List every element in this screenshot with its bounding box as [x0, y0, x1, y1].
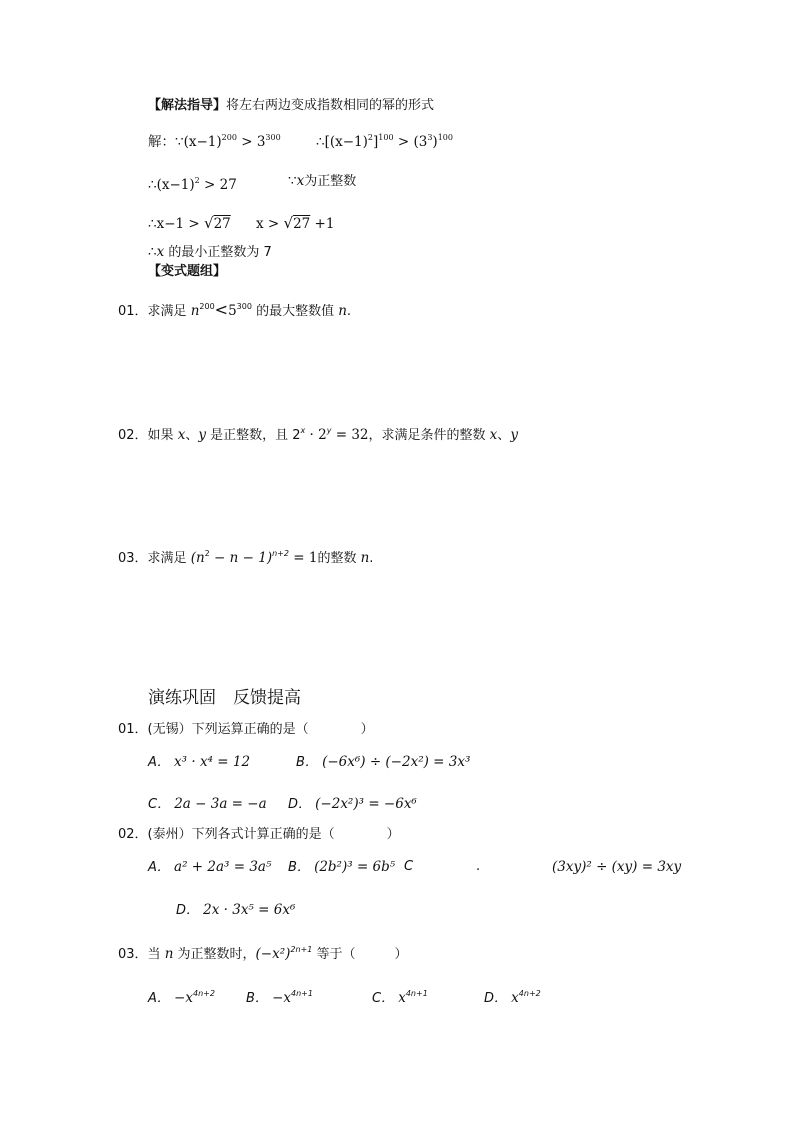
p2-b-label: B．: [288, 860, 310, 875]
q1-end: .: [346, 304, 352, 319]
eq2-left-exp1: 2: [367, 133, 374, 142]
p3-option-c: [372, 985, 428, 1008]
practice-question-3: [118, 941, 408, 964]
q2-exp2: y: [326, 426, 332, 435]
p3-exp: 2n+1: [290, 945, 313, 954]
q2-sep: 、: [185, 428, 199, 443]
q1-five: 5: [228, 303, 237, 319]
practice-question-1: [118, 721, 374, 739]
eq1-rel: > 3: [236, 134, 266, 150]
practice-question-2: [118, 826, 400, 844]
p3-c-label: C．: [372, 991, 395, 1006]
p2-b-text: (2b²)³ = 6b⁵: [314, 859, 396, 875]
p1-text: (无锡）下列运算正确的是（ ）: [147, 722, 374, 737]
eq4b-tail: +1: [310, 216, 335, 232]
p3-a-label: A．: [148, 991, 170, 1006]
p1-c-text: 2a − 3a = −a: [174, 796, 267, 812]
q3-var: n: [360, 550, 370, 566]
eq1-right-exp: 300: [265, 133, 281, 142]
p3-number: 03．: [118, 947, 148, 962]
eq2-right-exp2: 100: [437, 133, 453, 142]
p3-b-text: −x: [272, 990, 291, 1006]
variant-question-1: [118, 298, 351, 321]
therefore-symbol: ∴: [148, 244, 157, 260]
q3-base2: − n − 1): [209, 550, 273, 566]
p1-option-b: [296, 753, 470, 772]
eq2-left-close: ]: [373, 134, 379, 150]
q2-number: 02．: [118, 428, 148, 443]
p2-option-c-dot: .: [476, 859, 481, 874]
p2-a-label: A．: [148, 860, 170, 875]
solution-conclusion: [148, 243, 272, 262]
p3-option-a: [148, 985, 215, 1008]
p3-a-exp: 4n+2: [192, 989, 215, 998]
q2-y2: y: [510, 427, 518, 443]
p3-expr: (−x²): [255, 946, 291, 962]
q1-text-pre: 求满足: [147, 304, 191, 319]
p3-c-exp: 4n+1: [405, 989, 428, 998]
q2-exp1: x: [300, 426, 306, 435]
solution-line-2b: [288, 172, 356, 191]
variant-question-3: [118, 545, 373, 568]
therefore-symbol: ∴: [316, 134, 325, 150]
q3-text-post: 的整数: [317, 551, 361, 566]
solution-line-3: ∴x−1 > √27: [148, 214, 231, 232]
q3-base-exp: 2: [204, 549, 210, 558]
q3-base: (n: [190, 550, 205, 566]
q2-sep2: 、: [497, 428, 511, 443]
solution-line-1: [148, 129, 281, 151]
p3-option-d: [484, 985, 541, 1008]
q2-text-post: ，求满足条件的整数: [368, 428, 490, 443]
cond-var: x: [296, 173, 305, 189]
q3-end: .: [369, 551, 374, 566]
p2-d-text: 2x · 3x⁵ = 6x⁶: [203, 902, 296, 918]
p2-a-text: a² + 2a³ = 3a⁵: [174, 859, 272, 875]
p2-d-label: D．: [176, 903, 200, 918]
eq2-left-exp2: 100: [378, 133, 394, 142]
eq2-left: [(x−1): [324, 134, 368, 150]
solution-line-2: [148, 172, 237, 194]
p3-a-text: −x: [174, 990, 193, 1006]
eq1-left: (x−1): [183, 134, 222, 150]
p1-a-text: x³ · x⁴ = 12: [174, 754, 251, 770]
eq3-exp: 2: [194, 176, 200, 185]
guide-label: 【解法指导】: [148, 98, 227, 113]
p1-b-label: B．: [296, 755, 318, 770]
p2-option-a: [148, 858, 271, 877]
q2-dot: · 2: [305, 427, 327, 443]
p1-b-text: (−6x⁶) ÷ (−2x²) = 3x³: [322, 754, 471, 770]
p3-b-exp: 4n+1: [291, 989, 313, 998]
eq4b-sqrt: 27: [293, 216, 311, 232]
p3-d-text: x: [511, 990, 519, 1006]
because-symbol: ∵: [175, 134, 184, 150]
guide-text: 将左右两边变成指数相同的幂的形式: [226, 98, 435, 113]
p1-d-label: D．: [288, 797, 312, 812]
eq2-rel: > (3: [393, 134, 428, 150]
p3-option-b: [246, 985, 313, 1008]
eq4b-left: x >: [256, 216, 284, 232]
because-symbol: ∵: [288, 173, 297, 189]
q1-five-exp: 300: [236, 302, 252, 311]
p3-var: n: [164, 946, 174, 962]
p3-d-label: D．: [484, 991, 508, 1006]
conclusion-var: x: [156, 244, 165, 260]
q1-number: 01．: [118, 304, 148, 319]
therefore-symbol: ∴: [148, 177, 157, 193]
therefore-symbol: ∴: [148, 216, 157, 232]
eq1-left-exp: 200: [221, 133, 237, 142]
p2-option-b: [288, 858, 395, 877]
p2-option-c-label: [404, 858, 413, 876]
solution-guide: [148, 97, 434, 115]
conclusion-text: 的最小正整数为 7: [164, 245, 272, 260]
q3-exp: n+2: [272, 549, 289, 558]
p3-c-text: x: [398, 990, 406, 1006]
q2-eq: = 32: [331, 427, 369, 443]
p2-text: (泰州）下列各式计算正确的是（ ）: [147, 827, 400, 842]
eq4-sqrt: 27: [213, 216, 231, 232]
variant-question-2: [118, 422, 518, 445]
p1-option-c: [148, 795, 267, 814]
p1-d-text: (−2x²)³ = −6x⁶: [315, 796, 417, 812]
solution-label: 解：: [148, 134, 175, 150]
p1-a-label: A．: [148, 755, 170, 770]
eq2-right-exp1: 3: [427, 133, 433, 142]
p1-option-a: [148, 753, 250, 772]
p1-number: 01．: [118, 722, 148, 737]
p3-post: 等于（ ）: [312, 947, 408, 962]
p3-d-exp: 4n+2: [518, 989, 541, 998]
q3-eq: = 1: [288, 550, 318, 566]
p1-option-d: [288, 795, 417, 814]
q3-text-pre: 求满足: [147, 551, 191, 566]
eq4-left: x−1 >: [156, 216, 205, 232]
p2-option-c: (3xy)² ÷ (xy) = 3xy: [552, 859, 682, 875]
q2-x: x: [177, 427, 186, 443]
q1-text-post: 的最大整数值: [251, 304, 339, 319]
q2-text-pre: 如果: [147, 428, 178, 443]
q1-n: n: [190, 303, 200, 319]
variant-title: 【变式题组】: [148, 264, 227, 279]
p3-pre: 当: [147, 947, 165, 962]
practice-title: 演练巩固 反馈提高: [148, 688, 301, 708]
p2-c-label: C: [404, 859, 414, 874]
q2-x2: x: [489, 427, 498, 443]
solution-line-3b: x > √27 +1: [256, 214, 335, 232]
q1-lt: <: [214, 300, 229, 319]
eq3-left: (x−1): [156, 177, 195, 193]
q1-var: n: [338, 303, 347, 319]
eq3-right: > 27: [199, 177, 237, 193]
cond-text: 为正整数: [304, 174, 357, 189]
p3-mid: 为正整数时，: [173, 947, 256, 962]
q2-mid: 是正整数，且 2: [205, 428, 301, 443]
q2-y: y: [198, 427, 206, 443]
p2-number: 02．: [118, 827, 148, 842]
q1-n-exp: 200: [199, 302, 215, 311]
p3-b-label: B．: [246, 991, 268, 1006]
q3-number: 03．: [118, 551, 148, 566]
p1-c-label: C．: [148, 797, 171, 812]
solution-line-1b: [316, 129, 453, 151]
eq2-right-close: ): [432, 134, 438, 150]
p2-option-d: [176, 901, 295, 920]
